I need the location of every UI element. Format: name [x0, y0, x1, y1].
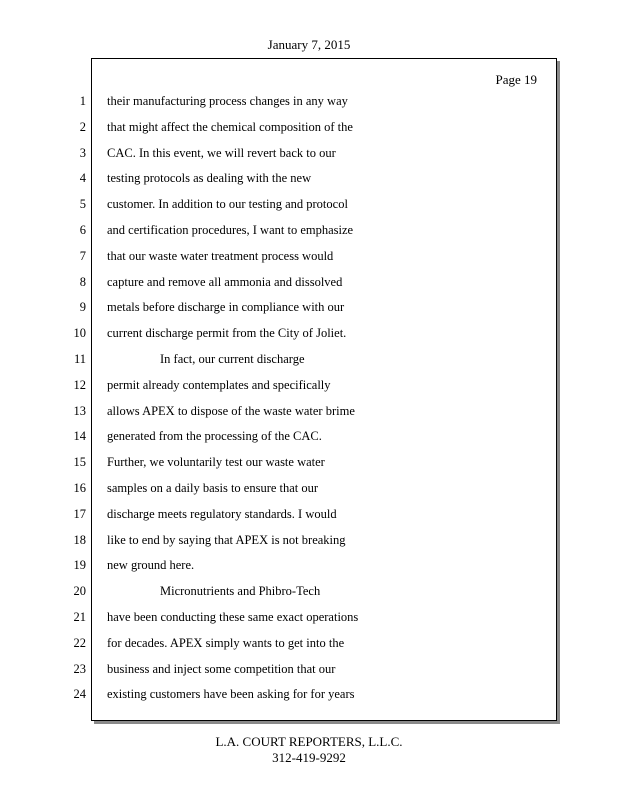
line-text: have been conducting these same exact operations [107, 610, 359, 624]
line-text: new ground here. [107, 558, 195, 572]
line-number: 11 [73, 352, 86, 366]
line-number: 21 [73, 610, 86, 624]
page-number: Page 19 [495, 72, 537, 87]
line-number: 14 [73, 429, 86, 443]
line-number: 3 [79, 146, 86, 160]
line-text: metals before discharge in compliance with our [107, 300, 345, 314]
line-text: discharge meets regulatory standards. I would [107, 507, 337, 521]
line-text: that our waste water treatment process would [107, 249, 334, 263]
line-text: Micronutrients and Phibro-Tech [160, 584, 321, 598]
line-number: 4 [79, 171, 86, 185]
line-text: testing protocols as dealing with the new [107, 171, 312, 185]
line-text: allows APEX to dispose of the waste water brime [107, 404, 355, 418]
line-number: 23 [73, 662, 86, 676]
line-text: In fact, our current discharge [160, 352, 305, 366]
line-number: 1 [79, 94, 86, 108]
reporter-company: L.A. COURT REPORTERS, L.L.C. [215, 734, 403, 749]
line-number: 5 [79, 197, 86, 211]
line-number: 19 [73, 558, 86, 572]
line-number: 13 [73, 404, 86, 418]
line-number: 12 [73, 378, 86, 392]
line-text: CAC. In this event, we will revert back to our [107, 146, 336, 160]
line-number: 7 [79, 249, 86, 263]
line-number: 10 [73, 326, 86, 340]
line-number: 9 [79, 300, 86, 314]
line-text: their manufacturing process changes in any way [107, 94, 348, 108]
line-number: 6 [79, 223, 86, 237]
line-number: 16 [73, 481, 86, 495]
line-text: like to end by saying that APEX is not breaking [107, 533, 346, 547]
line-number: 17 [73, 507, 86, 521]
line-text: business and inject some competition that our [107, 662, 336, 676]
reporter-phone: 312-419-9292 [272, 750, 346, 765]
line-number: 18 [73, 533, 86, 547]
line-text: customer. In addition to our testing and protocol [107, 197, 348, 211]
transcript-date: January 7, 2015 [267, 37, 351, 52]
line-text: and certification procedures, I want to emphasize [107, 223, 354, 237]
line-text: permit already contemplates and specifically [107, 378, 331, 392]
line-text: existing customers have been asking for for years [107, 687, 355, 701]
line-number: 2 [79, 120, 86, 134]
line-number: 24 [73, 687, 86, 701]
line-text: for decades. APEX simply wants to get into the [107, 636, 345, 650]
line-text: generated from the processing of the CAC. [107, 429, 322, 443]
line-text: that might affect the chemical composition of the [107, 120, 353, 134]
line-number: 15 [73, 455, 86, 469]
line-number: 8 [79, 275, 86, 289]
line-number: 22 [73, 636, 86, 650]
line-text: capture and remove all ammonia and dissolved [107, 275, 343, 289]
line-text: Further, we voluntarily test our waste water [107, 455, 325, 469]
line-text: samples on a daily basis to ensure that our [107, 481, 319, 495]
line-text: current discharge permit from the City of Joliet. [107, 326, 347, 340]
line-number: 20 [73, 584, 86, 598]
